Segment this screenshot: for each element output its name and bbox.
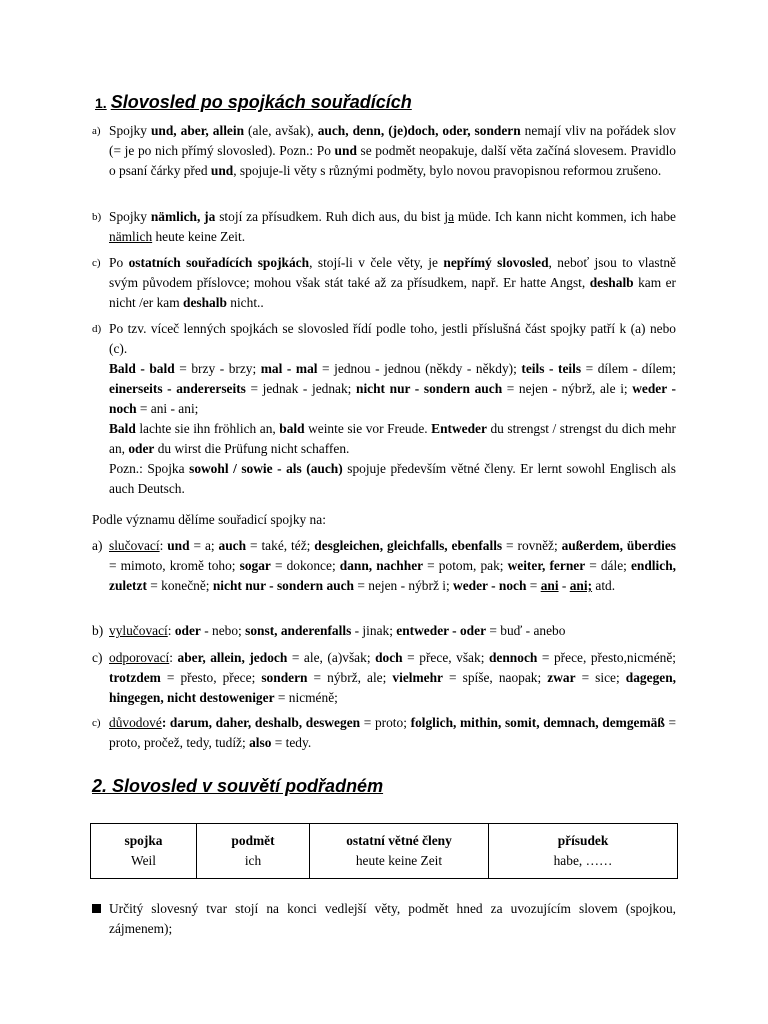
kind-item-a: [92, 536, 676, 596]
table-header: přísudek: [557, 833, 609, 848]
word-order-table: [90, 823, 678, 879]
kind-item-d: [92, 713, 676, 753]
item-marker: d): [92, 323, 102, 335]
table-value: Weil: [131, 853, 156, 868]
intro-text: Podle významu dělíme souřadicí spojky na:: [92, 512, 326, 527]
rule-item-b: [92, 207, 676, 247]
section-1-title: Slovosled po spojkách souřadících: [110, 92, 412, 112]
table-cell: [310, 824, 489, 879]
kind-text: důvodové: darum, daher, deshalb, deswegen = proto; folglich, mithin, somit, demnach, demgemäß = proto, pročež, tedy, tudíž; also = tedy.: [109, 715, 676, 750]
item-marker: c): [92, 257, 101, 269]
table-header: podmět: [231, 833, 275, 848]
rule-note: Pozn.: Spojka sowohl / sowie - als (auch) spojuje především větné členy. Er lernt sowohl Englisch als auch Deutsch.: [109, 461, 676, 496]
rule-item-c: [92, 253, 676, 313]
table-cell: [489, 824, 678, 879]
bullet-item: [92, 899, 676, 939]
rule-text: Spojky und, aber, allein (ale, avšak), auch, denn, (je)doch, oder, sondern nemají vliv na pořádek slov (= je po nich přímý slovosled). Pozn.: Po und se podmět neopakuje, další věta začíná slovesem. Pravidlo o psaní čárky před und, spojuje-li věty s různými podměty, bylo novou pravopisnou reformou zrušeno.: [109, 123, 677, 178]
table-value: habe, ……: [553, 853, 613, 868]
table-cell: [197, 824, 310, 879]
table-cell: [91, 824, 197, 879]
bullet-text: Určitý slovesný tvar stojí na konci vedlejší věty, podmět hned za uvozujícím slovem (spojkou, zájmenem);: [109, 901, 676, 936]
square-bullet-icon: [92, 904, 101, 913]
kind-text: vylučovací: oder - nebo; sonst, anderenfalls - jinak; entweder - oder = buď - anebo: [109, 623, 566, 638]
kind-item-c: [92, 648, 676, 708]
kind-text: slučovací: und = a; auch = také, též; desgleichen, gleichfalls, ebenfalls = rovněž; außerdem, überdies = mimoto, kromě toho; sogar = dokonce; dann, nachher = potom, pak; weiter, ferner = dále; endlich, zuletzt = konečně; nicht nur - sondern auch = nejen - nýbrž i; weder - noch = ani - ani; atd.: [109, 538, 676, 593]
rule-text: Po tzv. víceč lenných spojkách se slovosled řídí podle toho, jestli příslušná část spojky patří k (a) nebo (c).: [109, 321, 676, 356]
table-value: heute keine Zeit: [355, 853, 443, 868]
item-marker: c): [92, 717, 101, 729]
rule-item-d: [92, 319, 676, 499]
kind-item-b: [92, 621, 676, 641]
rule-item-a: [92, 121, 676, 181]
item-marker: a): [92, 125, 101, 137]
table-header: spojka: [124, 833, 163, 848]
rule-examples: Bald - bald = brzy - brzy; mal - mal = jednou - jednou (někdy - někdy); teils - teils = dílem - dílem; einerseits - andererseits = jednak - jednak; nicht nur - sondern auch = nejen - nýbrž, ale i; weder - noch = ani - ani;: [109, 361, 677, 416]
item-marker: c): [92, 650, 103, 665]
rule-text: Spojky nämlich, ja stojí za přísudkem. Ruh dich aus, du bist ja müde. Ich kann nicht kommen, ich habe nämlich heute keine Zeit.: [109, 209, 676, 244]
section-1-heading: [95, 92, 412, 113]
rule-text: Po ostatních souřadících spojkách, stojí-li v čele věty, je nepřímý slovosled, neboť jsou to vlastně svým původem příslovce; mohou však stát také až za přísudkem, např. Er hatte Angst, deshalb kam er nicht /er kam deshalb nicht..: [109, 255, 677, 310]
kind-text: odporovací: aber, allein, jedoch = ale, (a)však; doch = přece, však; dennoch = přece, přesto,nicméně; trotzdem = přesto, přece; sondern = nýbrž, ale; vielmehr = spíše, naopak; zwar = sice; dagegen, hingegen, nicht destoweniger = nicméně;: [109, 650, 677, 705]
item-marker: a): [92, 538, 103, 553]
rule-sentences: Bald lachte sie ihn fröhlich an, bald weinte sie vor Freude. Entweder du strengst / strengst du dich mehr an, oder du wirst die Prüfung nicht schaffen.: [109, 421, 676, 456]
table-header: ostatní větné členy: [346, 833, 452, 848]
table-value: ich: [244, 853, 262, 868]
item-marker: b): [92, 211, 102, 223]
item-marker: b): [92, 623, 104, 638]
section-2-heading: 2. Slovosled v souvětí podřadném: [92, 776, 384, 796]
section-1-number: 1.: [95, 95, 107, 111]
